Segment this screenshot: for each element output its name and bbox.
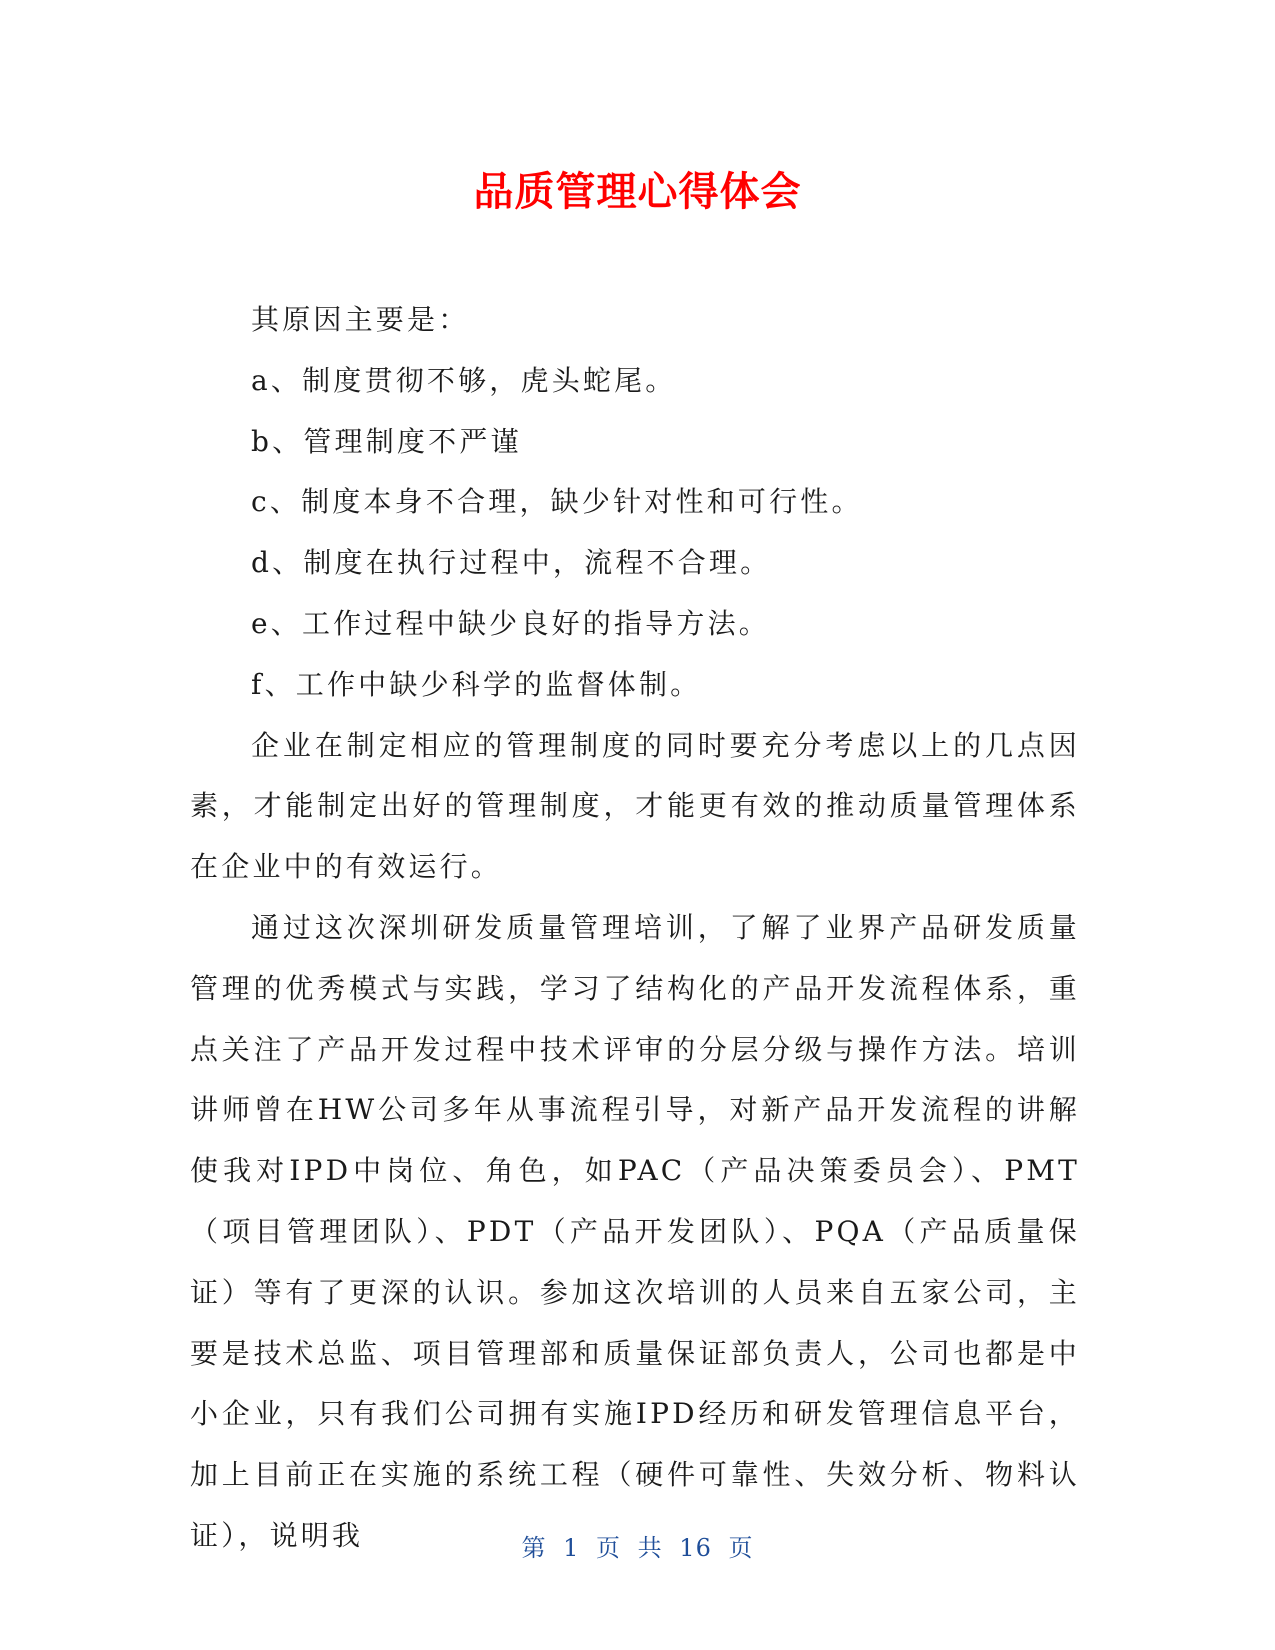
paragraph-training: 通过这次深圳研发质量管理培训，了解了业界产品研发质量管理的优秀模式与实践，学习了结构化的产品开发流程体系，重点关注了产品开发过程中技术评审的分层分级与操作方法。培训讲师曾在HW公司多年从事流程引导，对新产品开发流程的讲解使我对IPD中岗位、角色，如PAC（产品决策委员会）、PMT（项目管理团队）、PDT（产品开发团队）、PQA（产品质量保证）等有了更深的认识。参加这次培训的人员来自五家公司，主要是技术总监、项目管理部和质量保证部负责人，公司也都是中小企业，只有我们公司拥有实施IPD经历和研发管理信息平台，加上目前正在实施的系统工程（硬件可靠性、失效分析、物料认证），说明我 <box>190 910 1080 1552</box>
document-title: 品质管理心得体会 <box>473 169 802 215</box>
document-body <box>190 290 1080 1567</box>
list-item-d: d、制度在执行过程中，流程不合理。 <box>251 546 772 580</box>
list-item-b: b、管理制度不严谨 <box>251 424 522 458</box>
paragraph-intro: 其原因主要是： <box>251 303 470 336</box>
list-item-e: e、工作过程中缺少良好的指导方法。 <box>251 606 770 640</box>
list-item-c: c、制度本身不合理，缺少针对性和可行性。 <box>251 485 863 519</box>
page-number-footer: 第 1 页 共 16 页 <box>521 1534 754 1562</box>
list-item-a: a、制度贯彻不够，虎头蛇尾。 <box>251 363 677 397</box>
paragraph-conclusion: 企业在制定相应的管理制度的同时要充分考虑以上的几点因素，才能制定出好的管理制度，才能更有效的推动质量管理体系在企业中的有效运行。 <box>190 728 1080 884</box>
list-item-f: f、工作中缺少科学的监督体制。 <box>251 667 702 701</box>
